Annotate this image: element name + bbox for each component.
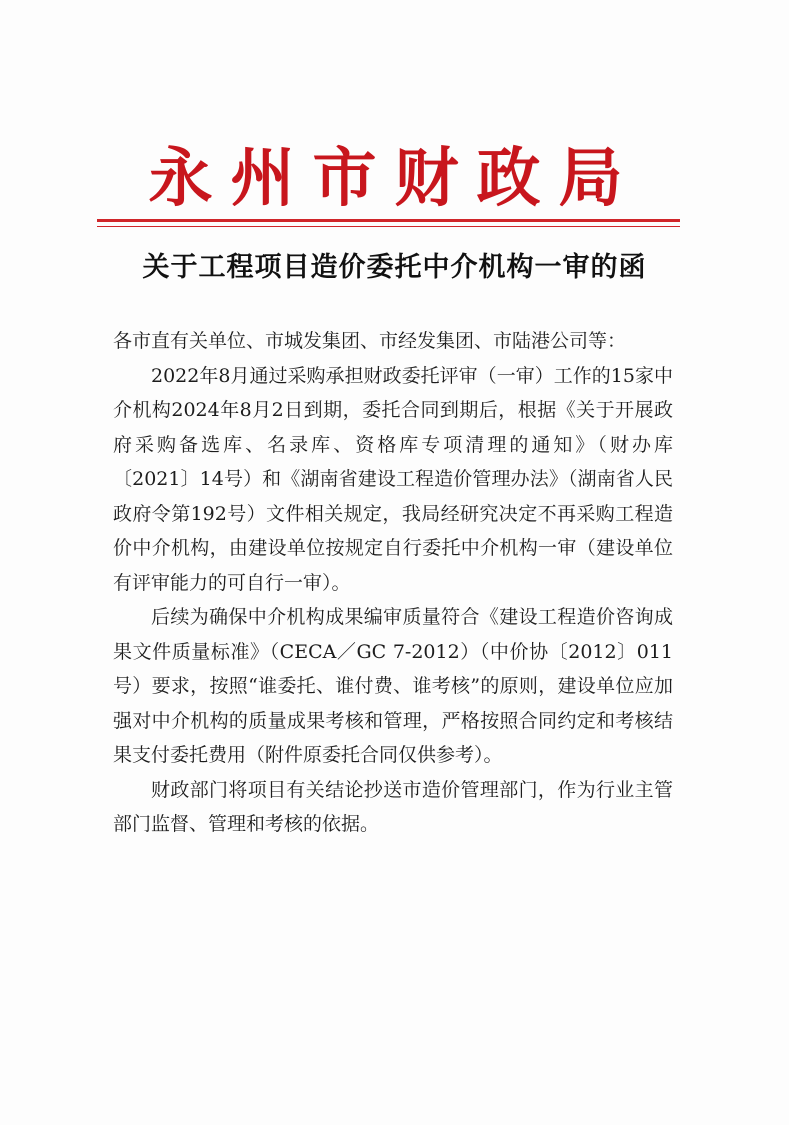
body-paragraph-1: 2022年8月通过采购承担财政委托评审（一审）工作的15家中介机构2024年8月2日到期，委托合同到期后，根据《关于开展政府采购备选库、名录库、资格库专项清理的通知》（财办库〔2021〕14号）和《湖南省建设工程造价管理办法》（湖南省人民政府令第192号）文件相关规定，我局经研究决定不再采购工程造价中介机构，由建设单位按规定自行委托中介机构一审（建设单位有评审能力的可自行一审）。 — [113, 364, 673, 594]
body-paragraph-2: 后续为确保中介机构成果编审质量符合《建设工程造价咨询成果文件质量标准》（CECA／GC 7-2012）（中价协〔2012〕011号）要求，按照“谁委托、谁付费、谁考核”的原则，建设单位应加强对中介机构的质量成果考核和管理，严格按照合同约定和考核结果支付委托费用（附件原委托合同仅供参考）。 — [113, 606, 673, 766]
document-title: 关于工程项目造价委托中介机构一审的函 — [142, 252, 647, 283]
document-body — [113, 324, 673, 842]
masthead-red-rule-thin — [97, 226, 680, 227]
masthead-red-rule-thick — [97, 219, 680, 222]
issuer-masthead: 永州市财政局 — [148, 142, 641, 216]
body-paragraph-3: 财政部门将项目有关结论抄送市造价管理部门，作为行业主管部门监督、管理和考核的依据。 — [113, 778, 673, 835]
salutation: 各市直有关单位、市城发集团、市经发集团、市陆港公司等： — [113, 330, 627, 352]
